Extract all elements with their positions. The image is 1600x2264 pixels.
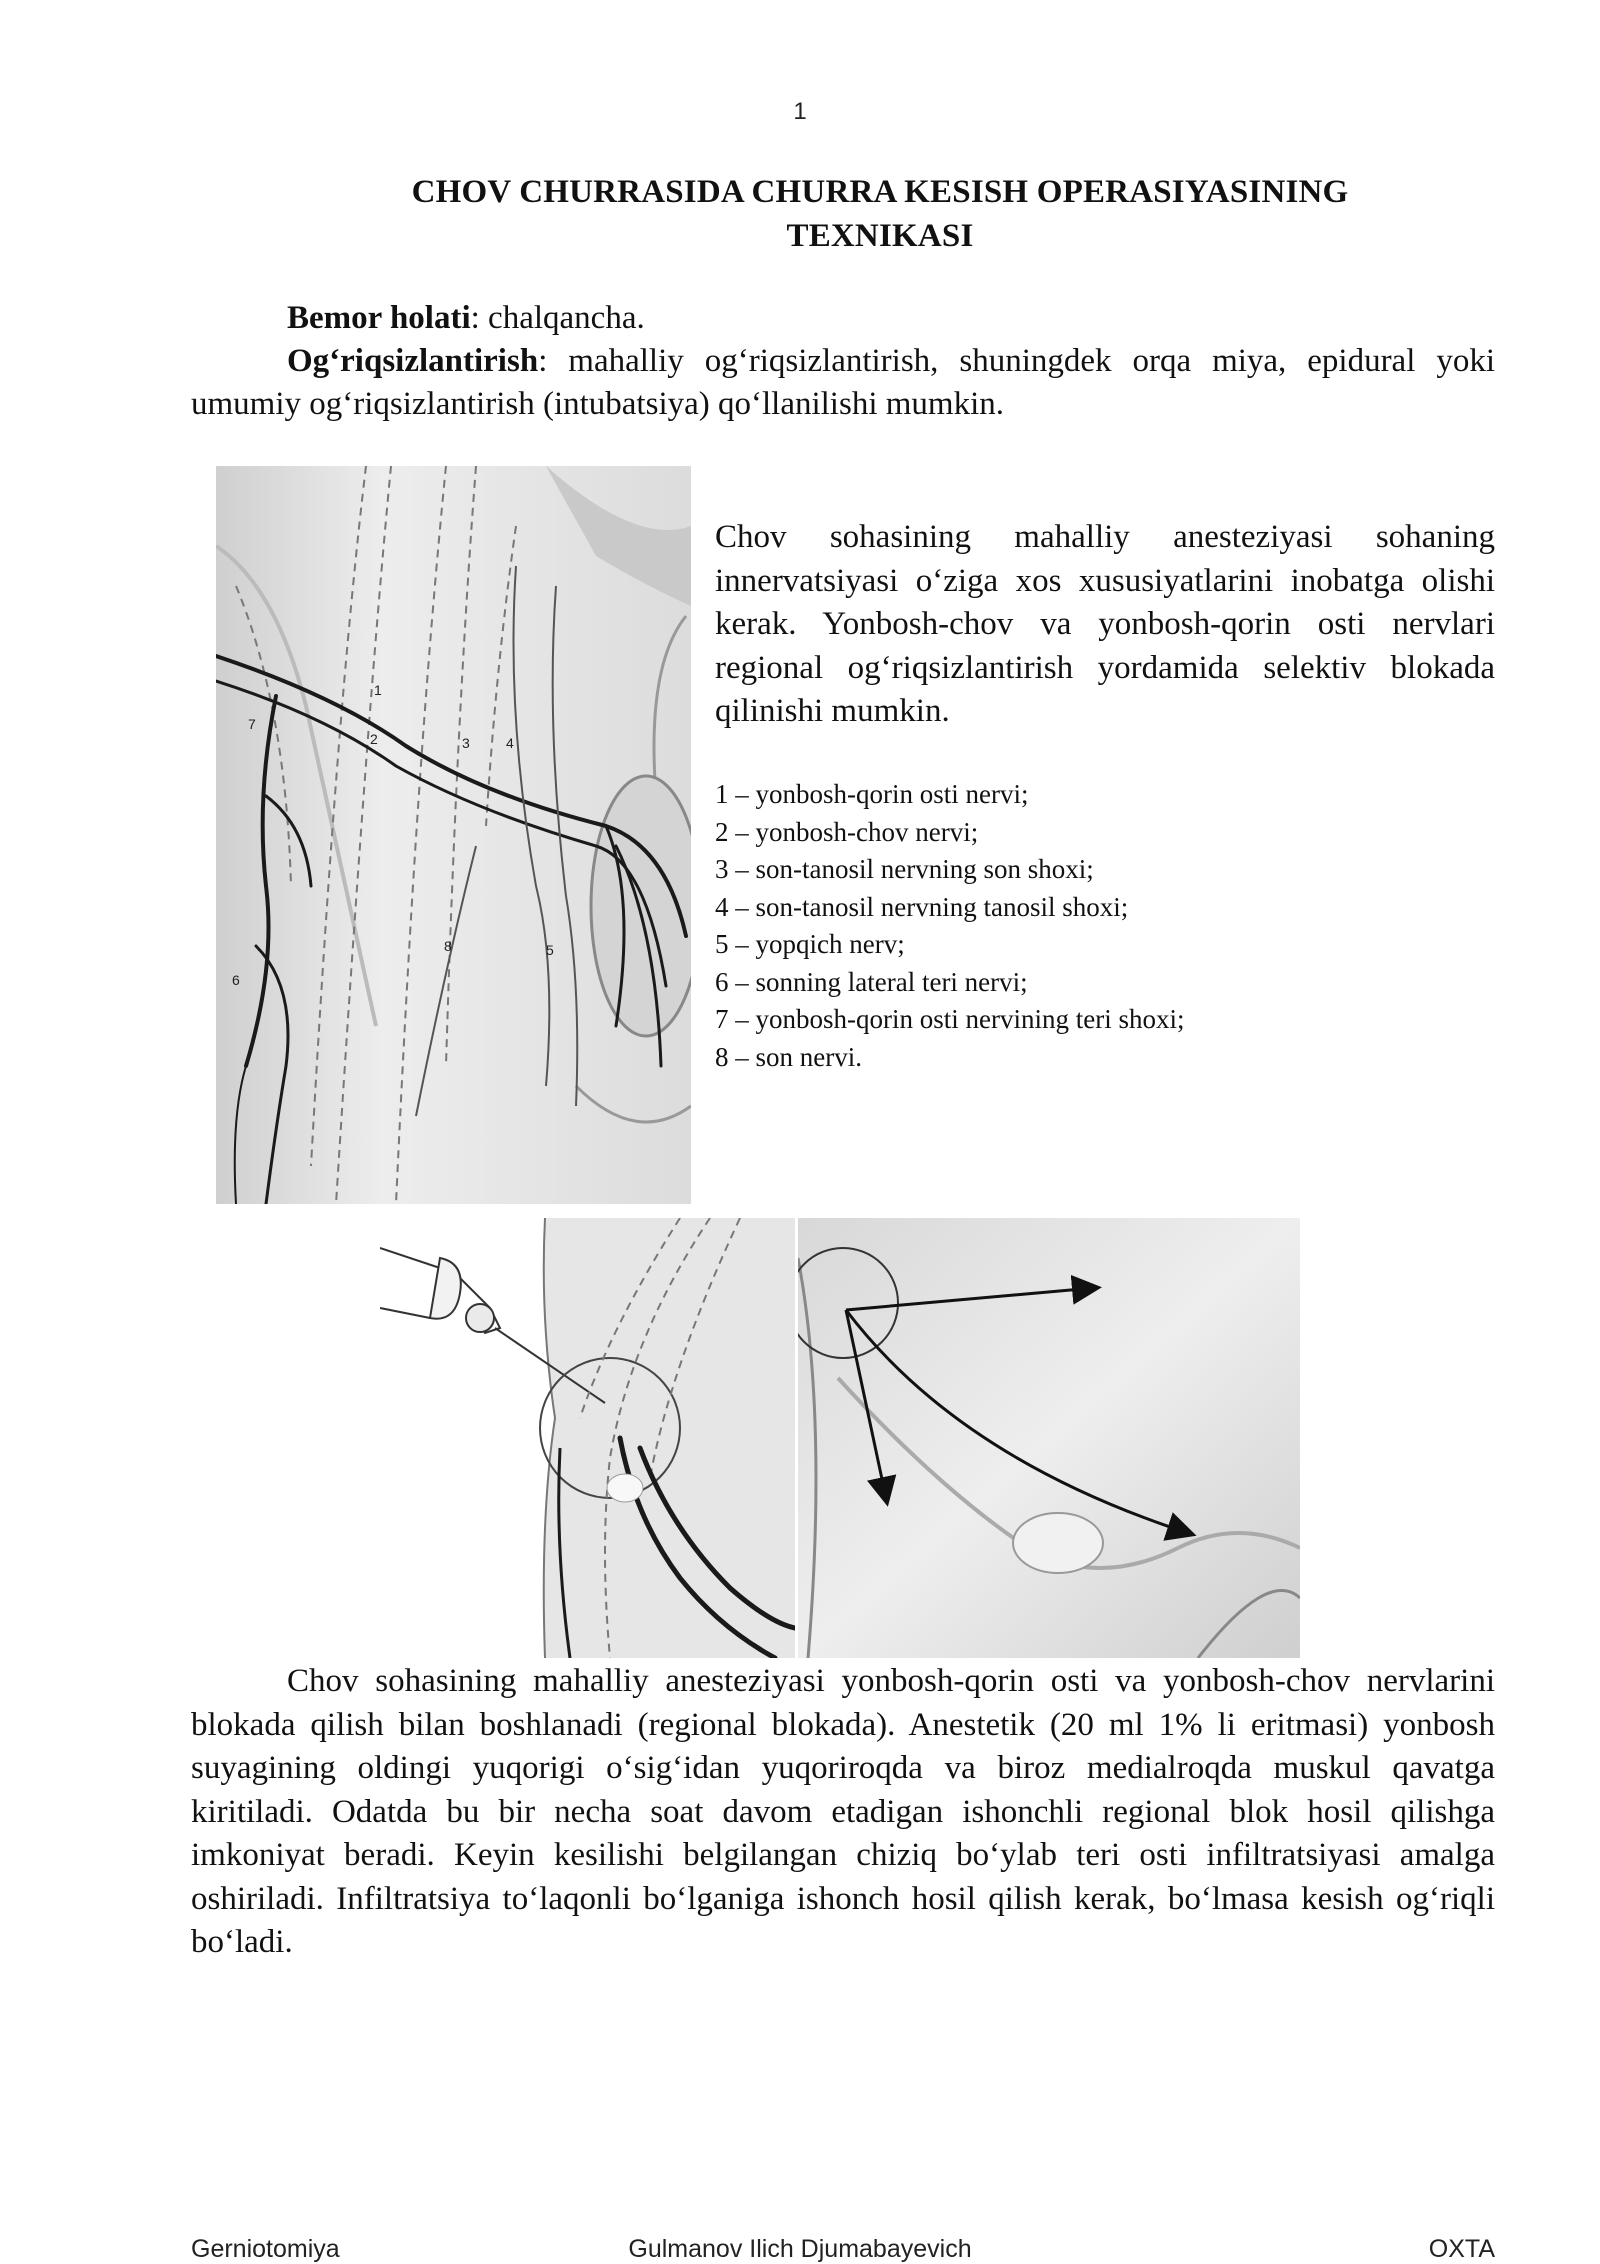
legend-item: 8 – son nervi. [715, 1041, 862, 1072]
side-paragraph: Chov sohasining mahalliy anesteziyasi sohaning innervatsiyasi o‘ziga xos xususiyatlarini inobatga olishi kerak. Yonbosh-chov va yonbosh-qorin osti nervlari regional og‘riqsizlantirish yordamida selektiv blokada qilinishi mumkin. [715, 519, 1495, 729]
figure-legend [715, 776, 1495, 1076]
anesthesia-value: : mahalliy og‘riqsizlantirish, shuningdek orqa miya, epidural yoki umumiy og‘riqsizlantirish (intubatsiya) qo‘llanilishi mumkin. [191, 343, 1495, 422]
legend-item: 5 – yopqich nerv; [715, 929, 905, 959]
anesthesia-paragraph [191, 340, 1495, 426]
legend-item: 3 – son-tanosil nervning son shoxi; [715, 854, 1094, 884]
intro-paragraphs [191, 297, 1495, 426]
figure-number-4: 4 [506, 735, 514, 751]
page-title [300, 170, 1460, 258]
legend-item: 7 – yonbosh-qorin osti nervining teri shoxi; [715, 1004, 1185, 1034]
nerve-anatomy-figure [216, 466, 691, 1204]
infiltration-directions-figure [798, 1218, 1300, 1658]
figure-number-1: 1 [374, 682, 382, 698]
legend-item: 6 – sonning lateral teri nervi; [715, 966, 1028, 997]
patient-position-value: : chalqancha. [470, 300, 645, 336]
legend-item: 4 – son-tanosil nervning tanosil shoxi; [715, 891, 1129, 922]
footer-center: Gulmanov Ilich Djumabayevich [628, 2235, 972, 2263]
body-paragraph: Chov sohasining mahalliy anesteziyasi yonbosh-qorin osti va yonbosh-chov nervlarini blokada qilish bilan boshlanadi (regional blokada). Anestetik (20 ml 1% li eritmasi) yonbosh suyagining oldingi yuqorigi o‘sig‘idan yuqoriroqda va biroz medialroqda muskul qavatga kiritiladi. Odatda bu bir necha soat davom etadigan ishonchli regional blok hosil qilishga imkoniyat beradi. Keyin kesilishi belgilangan chiziq bo‘ylab teri osti infiltratsiyasi amalga oshiriladi. Infiltratsiya to‘laqonli bo‘lganiga ishonch hosil qilish kerak, bo‘lmasa kesish og‘riqli bo‘ladi. [191, 1663, 1495, 1960]
injection-figure [380, 1218, 795, 1658]
figure-number-5: 5 [546, 942, 554, 958]
figure-number-2: 2 [370, 731, 378, 747]
figure-number-6: 6 [232, 972, 240, 988]
anesthesia-label: Og‘riqsizlantirish [287, 343, 539, 379]
page-number: 1 [793, 98, 807, 125]
title-line-1: CHOV CHURRASIDA CHURRA KESISH OPERASIYASINING [411, 174, 1349, 210]
figure-number-3: 3 [462, 735, 470, 751]
legend-item: 1 – yonbosh-qorin osti nervi; [715, 779, 1029, 809]
patient-position [191, 297, 1495, 340]
figure-number-8: 8 [444, 938, 452, 954]
footer-right: OXTA [1428, 2235, 1495, 2263]
footer-left: Gerniotomiya [191, 2235, 340, 2263]
figure-number-7: 7 [248, 716, 256, 732]
legend-item: 2 – yonbosh-chov nervi; [715, 816, 979, 847]
title-line-2: TEXNIKASI [786, 218, 974, 254]
patient-position-label: Bemor holati [287, 300, 471, 336]
